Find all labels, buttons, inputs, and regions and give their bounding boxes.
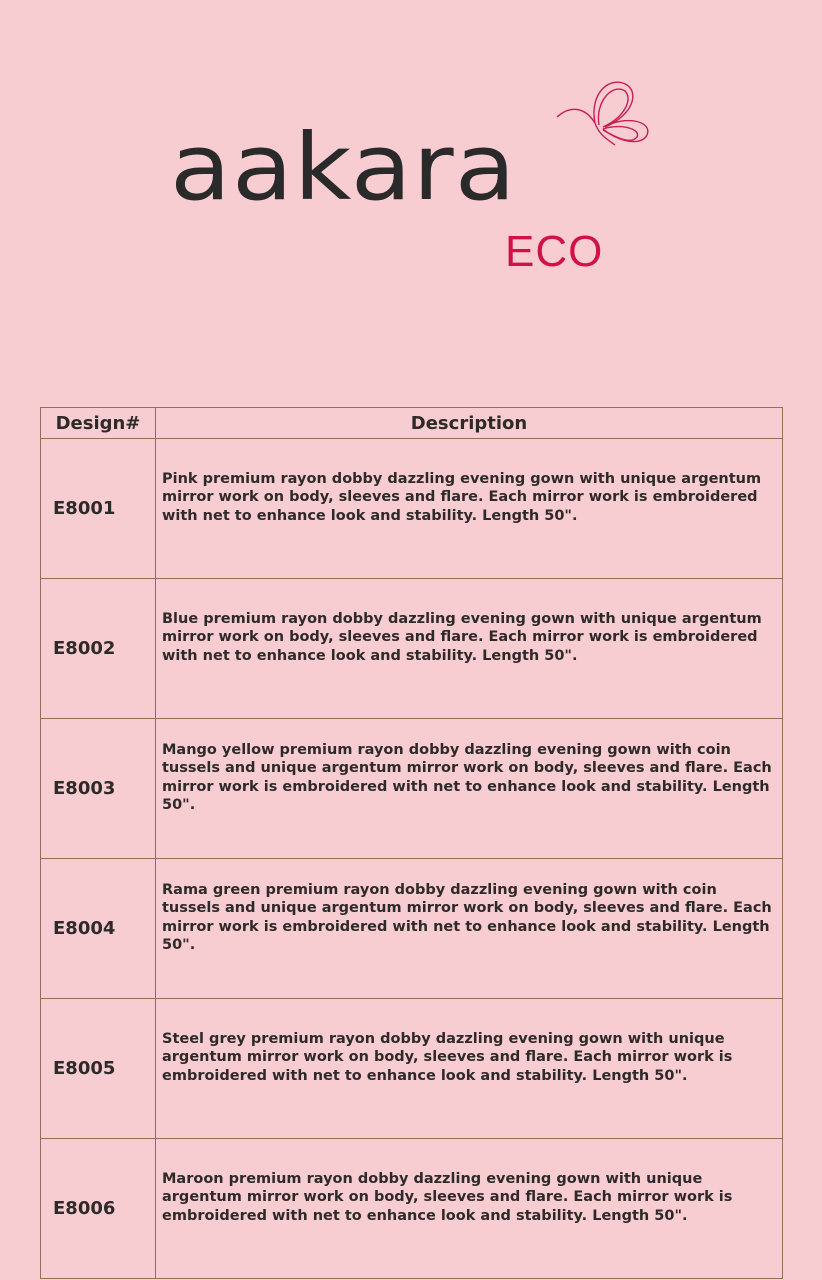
butterfly-icon	[555, 75, 660, 160]
table-header-row	[41, 408, 783, 439]
design-code: E8005	[41, 999, 156, 1139]
design-code: E8003	[41, 719, 156, 859]
design-description: Pink premium rayon dobby dazzling evening gown with unique argentum mirror work on body, sleeves and flare. Each mirror work is embroidered with net to enhance look and stability. Length 50".	[156, 439, 783, 579]
brand-sub: ECO	[505, 227, 604, 276]
design-code: E8006	[41, 1139, 156, 1279]
design-description: Steel grey premium rayon dobby dazzling evening gown with unique argentum mirror work on body, sleeves and flare. Each mirror work is embroidered with net to enhance look and stability. Length 50".	[156, 999, 783, 1139]
design-description: Maroon premium rayon dobby dazzling evening gown with unique argentum mirror work on body, sleeves and flare. Each mirror work is embroidered with net to enhance look and stability. Length 50".	[156, 1139, 783, 1279]
header-description: Description	[156, 408, 783, 439]
header-design: Design#	[41, 408, 156, 439]
table-row	[41, 719, 783, 859]
catalog-table	[40, 407, 783, 1279]
table-row	[41, 999, 783, 1139]
brand-logo	[160, 70, 660, 290]
design-code: E8001	[41, 439, 156, 579]
design-description: Rama green premium rayon dobby dazzling evening gown with coin tussels and unique argentum mirror work on body, sleeves and flare. Each mirror work is embroidered with net to enhance look and stability. Length 50".	[156, 859, 783, 999]
table-row	[41, 439, 783, 579]
table-row	[41, 579, 783, 719]
table-row	[41, 1139, 783, 1279]
design-description: Mango yellow premium rayon dobby dazzling evening gown with coin tussels and unique argentum mirror work on body, sleeves and flare. Each mirror work is embroidered with net to enhance look and stability. Length 50".	[156, 719, 783, 859]
design-code: E8002	[41, 579, 156, 719]
brand-name: aakara	[170, 114, 517, 221]
table-row	[41, 859, 783, 999]
design-description: Blue premium rayon dobby dazzling evening gown with unique argentum mirror work on body, sleeves and flare. Each mirror work is embroidered with net to enhance look and stability. Length 50".	[156, 579, 783, 719]
design-code: E8004	[41, 859, 156, 999]
